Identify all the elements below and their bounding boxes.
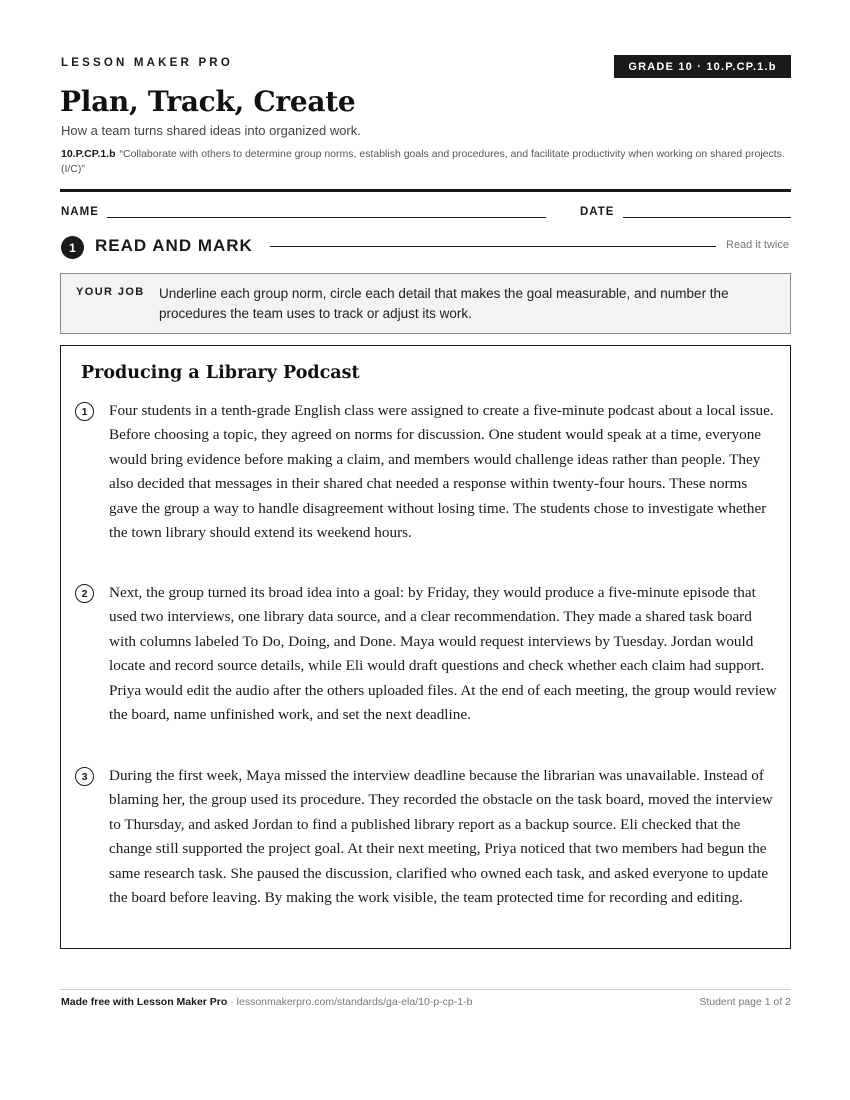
job-text: Underline each group norm, circle each detail that makes the goal measurable, and number the procedures the team uses to track or adjust its work. bbox=[159, 286, 729, 321]
section-note: Read it twice bbox=[726, 239, 789, 251]
footer-url[interactable]: · lessonmakerpro.com/standards/ga-ela/10-p-cp-1-b bbox=[227, 996, 473, 1008]
footer-credit bbox=[61, 996, 472, 1008]
grade-badge: GRADE 10 · 10.P.CP.1.b bbox=[614, 55, 791, 78]
reading-passage bbox=[60, 345, 791, 949]
section-title: READ AND MARK bbox=[95, 236, 253, 255]
standard-statement bbox=[61, 147, 801, 177]
name-label: NAME bbox=[61, 206, 99, 218]
brand-name: LESSON MAKER PRO bbox=[61, 57, 233, 69]
footer-made-with: Made free with Lesson Maker Pro bbox=[61, 996, 228, 1008]
date-label: DATE bbox=[580, 206, 615, 218]
section-divider bbox=[270, 246, 716, 247]
paragraph-number: 1 bbox=[75, 402, 94, 421]
paragraph-number: 3 bbox=[75, 767, 94, 786]
job-instructions-box bbox=[60, 273, 791, 334]
job-label: YOUR JOB bbox=[76, 286, 145, 298]
page-title: Plan, Track, Create bbox=[60, 85, 356, 118]
section-number-badge: 1 bbox=[61, 236, 84, 259]
footer-divider bbox=[60, 989, 791, 990]
name-field[interactable] bbox=[107, 217, 546, 218]
page-indicator: Student page 1 of 2 bbox=[699, 996, 791, 1008]
paragraph-text: During the first week, Maya missed the interview deadline because the librarian was unavailable. Instead of blaming her, the group used its procedure. They recorded the obstacle on the task board, moved the interview to Thursday, and asked Jordan to find a published library report as a backup source. Eli checked that the change still supported the project goal. At their next meeting, Priya noticed that two members had begun the same research task. She paused the discussion, clarified who owned each task, and asked everyone to update the board before leaving. By making the work visible, the team protected time for recording and editing. bbox=[109, 767, 773, 907]
passage-title: Producing a Library Podcast bbox=[81, 363, 360, 383]
standard-text: “Collaborate with others to determine group norms, establish goals and procedures, and facilitate productivity when working on shared projects. (I/C)” bbox=[61, 148, 785, 175]
paragraph-number: 2 bbox=[75, 584, 94, 603]
paragraph-text: Next, the group turned its broad idea into a goal: by Friday, they would produce a five-minute episode that used two interviews, one library data source, and a clear recommendation. They made a shared task board with columns labeled To Do, Doing, and Done. Maya would request interviews by Tuesday. Jordan would locate and record source details, while Eli would draft questions and check whether each claim had support. Priya would edit the audio after the others uploaded files. At the end of each meeting, the group would review the board, name unfinished work, and set the next deadline. bbox=[109, 584, 777, 724]
paragraph-text: Four students in a tenth-grade English class were assigned to create a five-minute podcast about a local issue. Before choosing a topic, they agreed on norms for discussion. One student would speak at a time, everyone would bring evidence before making a claim, and members would challenge ideas rather than people. They also decided that messages in their shared chat needed a response within twenty-four hours. These norms gave the group a way to handle disagreement without losing time. The students chose to investigate whether the town library should extend its weekend hours. bbox=[109, 402, 774, 542]
date-field[interactable] bbox=[623, 217, 791, 218]
standard-code: 10.P.CP.1.b bbox=[61, 148, 116, 160]
header-divider bbox=[60, 189, 791, 192]
page-subtitle: How a team turns shared ideas into organized work. bbox=[61, 123, 361, 138]
